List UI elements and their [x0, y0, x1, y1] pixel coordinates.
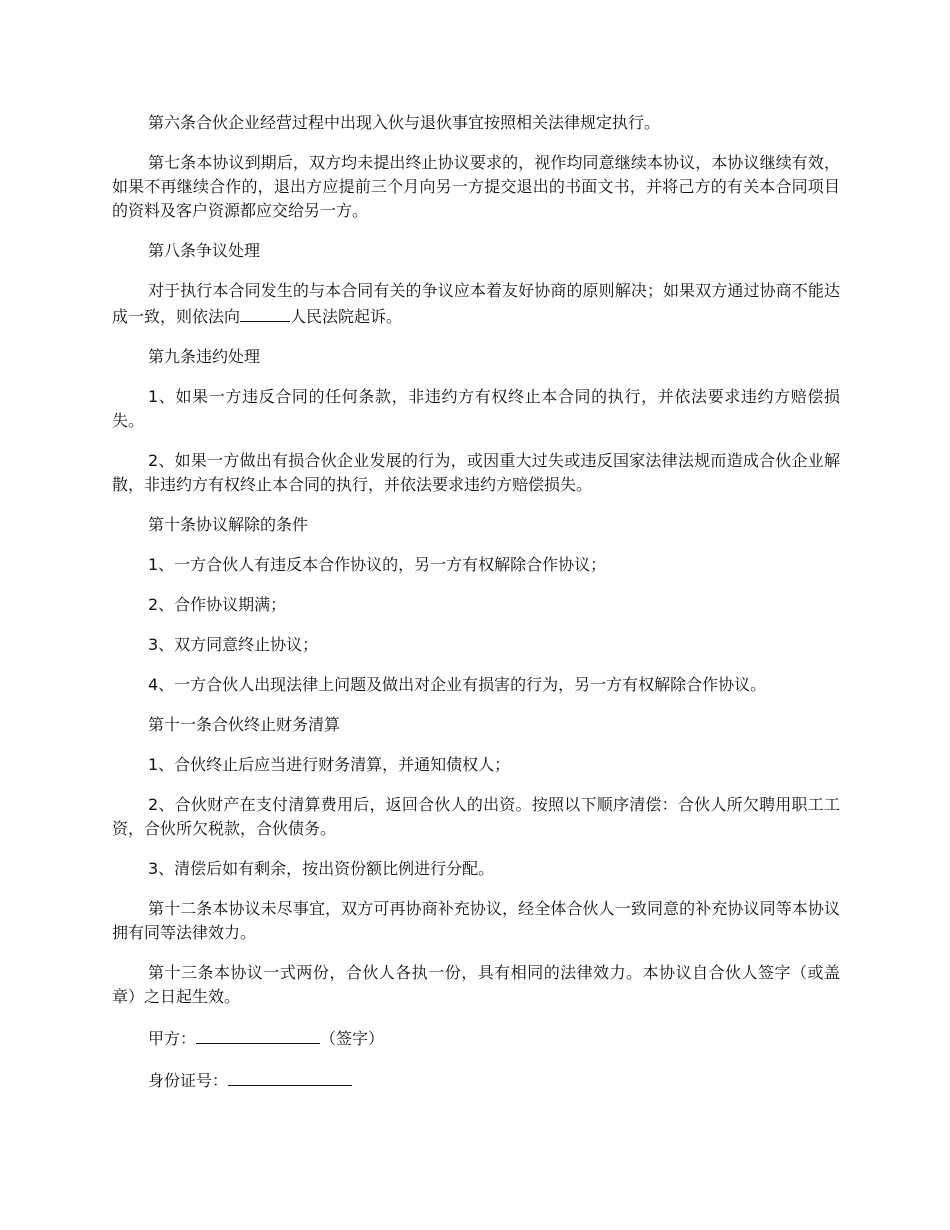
article-7: 第七条本协议到期后，双方均未提出终止协议要求的，视作均同意继续本协议，本协议继续有效，如果不再继续合作的，退出方应提前三个月向另一方提交退出的书面文书，并将己方的有关本合同项目的资料及客户资源都应交给另一方。: [112, 153, 840, 220]
article-13: 第十三条本协议一式两份，合伙人各执一份，具有相同的法律效力。本协议自合伙人签字（或盖章）之日起生效。: [112, 963, 840, 1006]
id-number-blank: [228, 1067, 352, 1086]
article-10-item-4: 4、一方合伙人出现法律上问题及做出对企业有损害的行为，另一方有权解除合作协议。: [148, 675, 767, 694]
article-8-content: [112, 279, 840, 329]
party-a-suffix: （签字）: [320, 1029, 385, 1048]
id-number-label: 身份证号：: [148, 1071, 229, 1090]
article-10-heading: 第十条协议解除的条件: [148, 515, 309, 534]
party-a-signature-blank: [196, 1025, 320, 1044]
article-9-heading: 第九条违约处理: [148, 347, 261, 366]
article-11-item-2: 2、合伙财产在支付清算费用后，返回合伙人的出资。按照以下顺序清偿：合伙人所欠聘用职工工资，合伙所欠税款，合伙债务。: [112, 795, 840, 838]
article-8-text-after: 人民法院起诉。: [290, 307, 403, 326]
article-10-item-3: 3、双方同意终止协议；: [148, 635, 319, 654]
article-9-item-2: 2、如果一方做出有损合伙企业发展的行为，或因重大过失或违反国家法律法规而造成合伙企业解散，非违约方有权终止本合同的执行，并依法要求违约方赔偿损失。: [112, 451, 840, 494]
article-8-heading: 第八条争议处理: [148, 241, 261, 260]
id-number-line: [112, 1067, 840, 1093]
article-11-heading: 第十一条合伙终止财务清算: [148, 715, 341, 734]
article-6: 第六条合伙企业经营过程中出现入伙与退伙事宜按照相关法律规定执行。: [148, 113, 661, 132]
article-9-item-1: 1、如果一方违反合同的任何条款，非违约方有权终止本合同的执行，并依法要求违约方赔偿损失。: [112, 387, 840, 430]
court-blank: [240, 303, 290, 322]
article-12: 第十二条本协议未尽事宜，双方可再协商补充协议，经全体合伙人一致同意的补充协议同等本协议拥有同等法律效力。: [112, 899, 840, 942]
article-10-item-1: 1、一方合伙人有违反本合作协议的，另一方有权解除合作协议；: [148, 555, 607, 574]
article-10-item-2: 2、合作协议期满；: [148, 595, 287, 614]
party-a-signature-line: [112, 1025, 840, 1051]
article-11-item-1: 1、合伙终止后应当进行财务清算，并通知债权人；: [148, 755, 511, 774]
document-body: [112, 111, 840, 1109]
article-11-item-3: 3、清偿后如有剩余，按出资份额比例进行分配。: [148, 859, 495, 878]
article-8-text-before: 对于执行本合同发生的与本合同有关的争议应本着友好协商的原则解决；如果双方通过协商不能达成一致，则依法向: [112, 281, 840, 326]
party-a-label: 甲方：: [148, 1029, 197, 1048]
